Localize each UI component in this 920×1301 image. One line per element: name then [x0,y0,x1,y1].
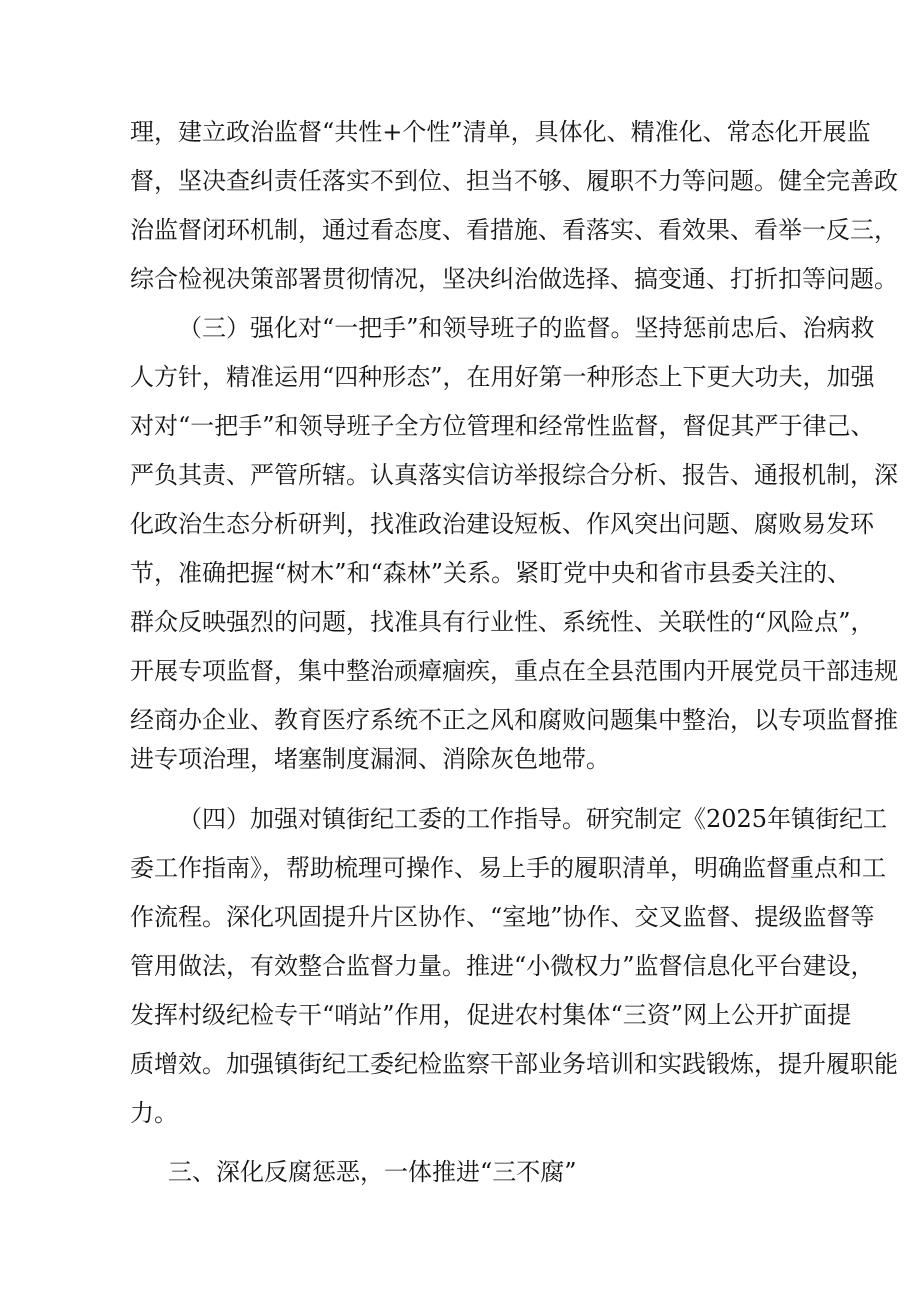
text-line: 综合检视决策部署贯彻情况，坚决纠治做选择、搞变通、打折扣等问题。 [130,265,898,293]
section-heading-4: （四）加强对镇街纪工委的工作指导。研究制定《2025年镇街纪工 [178,805,888,833]
text-line: 质增效。加强镇街纪工委纪检监察干部业务培训和实践锻炼，提升履职能 [130,1050,898,1078]
section-heading-3: （三）强化对“一把手”和领导班子的监督。坚持惩前忠后、治病救 [178,314,875,342]
text-line: 开展专项监督，集中整治顽瘴痼疾，重点在全县范围内开展党员干部违规 [130,657,898,685]
text-line: 人方针，精准运用“四种形态”，在用好第一种形态上下更大功夫，加强 [130,363,875,391]
text-line: 节，准确把握“树木”和“森林”关系。紧盯党中央和省市县委关注的、 [130,559,852,587]
text-line: 经商办企业、教育医疗系统不正之风和腐败问题集中整治，以专项监督推 [130,706,898,734]
text-line: 对对“一把手”和领导班子全方位管理和经常性监督，督促其严于律己、 [130,412,875,440]
text-line: 治监督闭环机制，通过看态度、看措施、看落实、看效果、看举一反三， [130,216,898,244]
text-line: 进专项治理，堵塞制度漏洞、消除灰色地带。 [130,745,610,773]
text-line: 力。 [130,1099,178,1127]
text-line: 管用做法，有效整合监督力量。推进“小微权力”监督信息化平台建设， [130,952,875,980]
text-line: 严负其责、严管所辖。认真落实信访举报综合分析、报告、通报机制，深 [130,461,898,489]
text-line: 化政治生态分析研判，找准政治建设短板、作风突出问题、腐败易发环 [130,510,874,538]
text-line: 群众反映强烈的问题，找准具有行业性、系统性、关联性的“风险点”， [130,608,875,636]
text-line: 理，建立政治监督“共性+个性”清单，具体化、精准化、常态化开展监 [130,118,871,146]
text-line: 作流程。深化巩固提升片区协作、“室地”协作、交叉监督、提级监督等 [130,903,875,931]
text-line: 发挥村级纪检专干“哨站”作用，促进农村集体“三资”网上公开扩面提 [130,1001,852,1029]
chapter-heading: 三、深化反腐惩恶，一体推进“三不腐” [168,1158,577,1186]
text-line: 委工作指南》，帮助梳理可操作、易上手的履职清单，明确监督重点和工 [130,854,886,882]
text-line: 督，坚决查纠责任落实不到位、担当不够、履职不力等问题。健全完善政 [130,167,898,195]
